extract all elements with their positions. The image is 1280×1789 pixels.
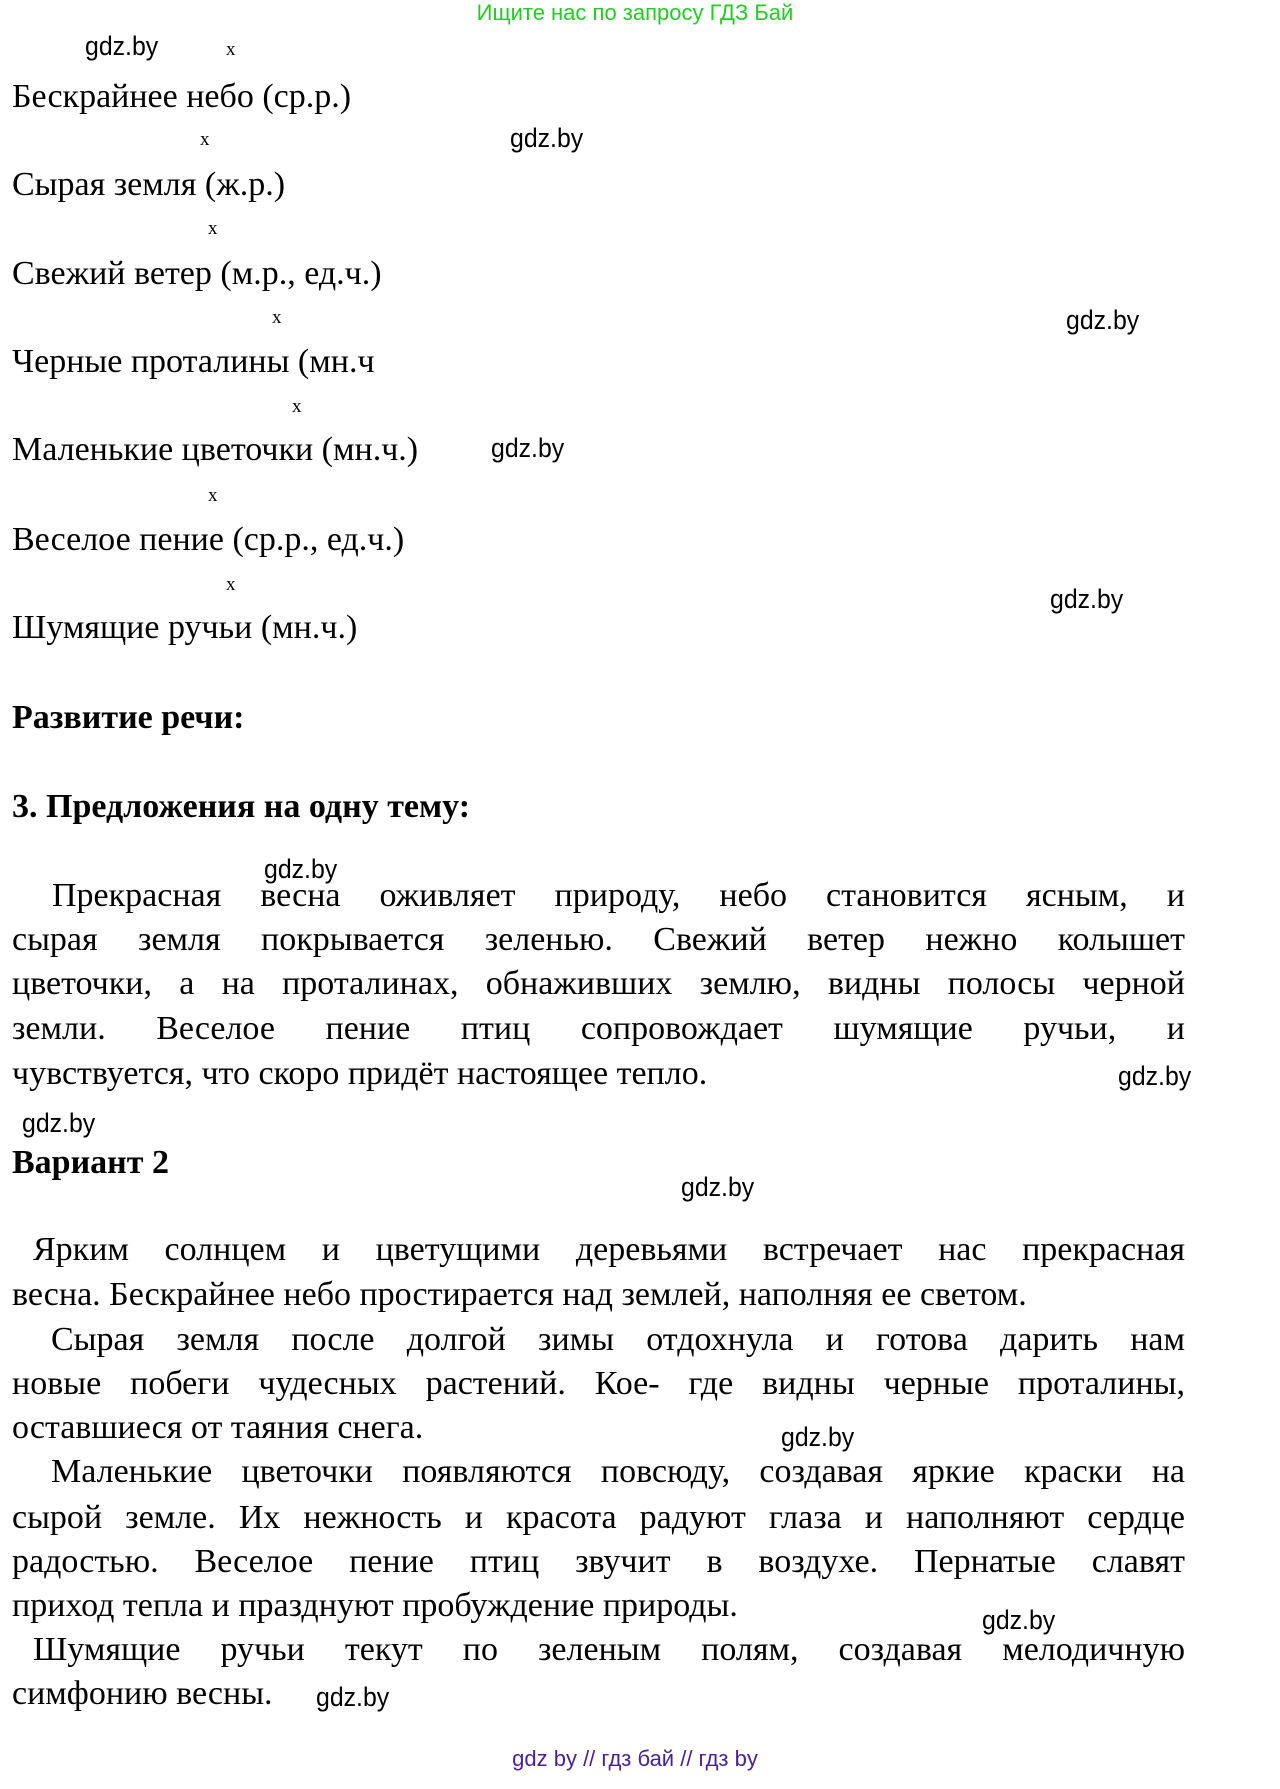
paragraph-line: Маленькие цветочки появляются повсюду, создавая яркие краски на [51,1453,1185,1490]
watermark: gdz.by [85,31,159,61]
paragraph-line: весна. Бескрайнее небо простирается над землей, наполняя ее светом. [12,1276,1027,1313]
paragraph-line: земли. Веселое пение птиц сопровождает шумящие ручьи, и [12,1010,1185,1047]
task-heading: 3. Предложения на одну тему: [12,788,471,825]
watermark: gdz.by [1066,305,1140,335]
watermark: gdz.by [22,1108,96,1138]
paragraph-line: Прекрасная весна оживляет природу, небо становится ясным, и [52,877,1185,914]
watermark: gdz.by [1118,1061,1192,1091]
watermark: gdz.by [681,1172,755,1202]
mark-x: x [208,485,218,506]
search-hint-banner: Ищите нас по запросу ГДЗ Бай [476,0,794,25]
paragraph-line: Ярким солнцем и цветущими деревьями встречает нас прекрасная [33,1231,1185,1268]
watermark: gdz.by [982,1605,1056,1635]
paragraph-line: симфонию весны. [12,1675,273,1712]
paragraph-line: новые побеги чудесных растений. Кое- где видны черные проталины, [12,1365,1185,1402]
watermark: gdz.by [264,854,338,884]
mark-x: x [208,218,218,239]
phrase: Свежий ветер (м.р., ед.ч.) [12,255,382,292]
watermark: gdz.by [316,1682,390,1712]
section-heading: Развитие речи: [12,699,245,736]
paragraph-line: сырой земле. Их нежность и красота радуют глаза и наполняют сердце [12,1499,1185,1536]
mark-x: x [272,307,282,328]
paragraph-line: приход тепла и празднуют пробуждение природы. [12,1587,738,1624]
watermark: gdz.by [781,1422,855,1452]
mark-x: x [226,574,236,595]
paragraph-line: сырая земля покрывается зеленью. Свежий ветер нежно колышет [12,921,1185,958]
variant-heading: Вариант 2 [12,1144,169,1181]
paragraph-line: радостью. Веселое пение птиц звучит в воздухе. Пернатые славят [12,1543,1185,1580]
watermark: gdz.by [491,433,565,463]
phrase: Бескрайнее небо (ср.р.) [12,78,352,115]
footer-links[interactable]: gdz by // гдз бай // гдз by [512,1746,758,1771]
phrase: Сырая земля (ж.р.) [12,166,286,203]
paragraph-line: Сырая земля после долгой зимы отдохнула и готова дарить нам [51,1321,1185,1358]
watermark: gdz.by [510,123,584,153]
paragraph-line: оставшиеся от таяния снега. [12,1409,424,1446]
phrase: Маленькие цветочки (мн.ч.) [12,431,419,468]
mark-x: x [292,396,302,417]
paragraph-line: Шумящие ручьи текут по зеленым полям, создавая мелодичную [33,1631,1185,1668]
mark-x: x [226,39,236,60]
paragraph-line: чувствуется, что скоро придёт настоящее тепло. [12,1055,708,1092]
phrase: Веселое пение (ср.р., ед.ч.) [12,521,405,558]
phrase: Черные проталины (мн.ч [12,343,375,380]
mark-x: x [200,129,210,150]
watermark: gdz.by [1050,584,1124,614]
paragraph-line: цветочки, а на проталинах, обнаживших землю, видны полосы черной [12,965,1185,1002]
phrase: Шумящие ручьи (мн.ч.) [12,609,358,646]
